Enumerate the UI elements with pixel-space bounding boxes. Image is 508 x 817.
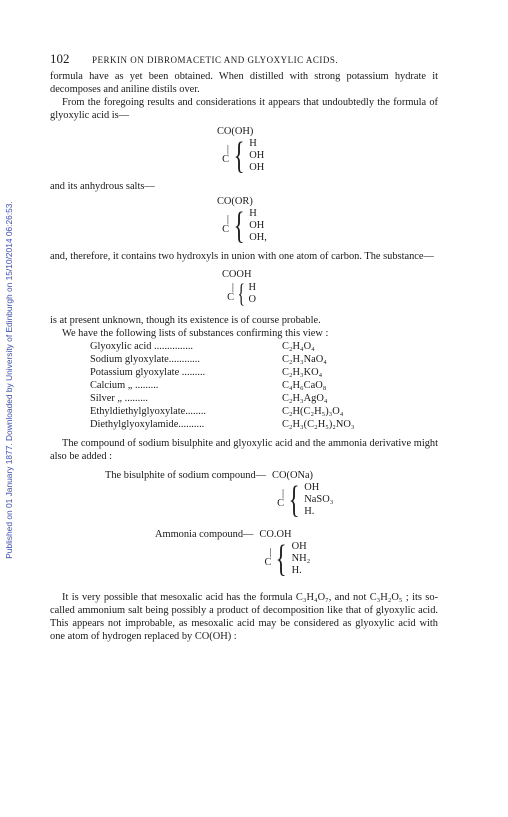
substituent: OH, [249,232,267,243]
page-number: 102 [50,51,70,66]
substituent: H [249,208,257,219]
bond-bar: | [226,143,229,155]
paragraph-5: is at present unknown, though its existence is of course probable. [50,315,321,326]
substituent: NH₂ [291,553,311,564]
formula-top: CO.OH [259,529,292,540]
formula-body [215,205,438,247]
formula-substituents [304,482,333,518]
substituent: H. [291,565,302,576]
bond-bar: | [269,546,272,558]
formula-carbon [257,546,272,569]
substance-formula: C₄H₆CaO₈ [282,380,327,391]
formula-bisulphite-compound [105,469,438,521]
formula-body [220,281,438,307]
paragraph-1: formula have as yet been obtained. When distilled with strong potassium hydrate it decomposes and aniline distils over. [50,71,438,95]
brace-icon: { [237,279,245,308]
formula-carbon [215,143,229,166]
bond-bar: | [231,281,234,293]
substance-name: Silver „ ......... [90,393,149,404]
formula-label: The bisulphite of sodium compound— [105,470,267,481]
carbon-symbol: C [222,223,229,235]
paragraph-3: and its anhydrous salts— [50,181,155,192]
substance-formula: C₂H₃AgO₄ [282,393,328,404]
list-item [90,366,438,379]
running-header [50,52,438,68]
formula-top: COOH [222,269,252,280]
brace-icon: { [233,205,245,247]
substance-formula: C₂H₃(C₂H₅)₂NO₃ [282,419,355,430]
formula-structure [257,528,311,580]
formula-substituents [248,282,256,306]
substituent: OH [249,220,265,231]
substance-formula: C₂H(C₂H₅)₃O₄ [282,406,344,417]
download-watermark [2,100,16,660]
formula-top: CO(OR) [217,196,253,207]
formula-top: CO(ONa) [272,470,314,481]
bond-bar: | [226,213,229,225]
formula-anhydrous-salts [215,195,438,247]
brace-icon: { [233,135,245,177]
substance-name: Sodium glyoxylate............ [90,354,200,365]
substance-formula: C₂H₃KO₄ [282,367,323,378]
formula-top: CO(OH) [217,126,254,137]
formula-substituents [292,541,311,577]
list-item [90,379,438,392]
formula-carbon [270,487,285,510]
formula-label: Ammonia compound— [155,529,254,540]
carbon-symbol: C [222,153,229,165]
formula-structure [270,469,334,521]
formula-carbon [215,213,229,236]
substance-name: Glyoxylic acid ............... [90,341,194,352]
paragraph-7: The compound of sodium bisulphite and glyoxylic acid and the ammonia derivative might also be added : [50,438,438,462]
bond-bar: | [281,487,285,499]
brace-icon: { [276,538,288,580]
paragraph-6: We have the following lists of substances confirming this view : [62,328,329,339]
download-watermark-text: Published on 01 January 1877. Downloaded by University of Edinburgh on 15/10/2014 06:26:53. [4,201,14,559]
list-item [90,353,438,366]
list-item [90,418,438,431]
carbon-symbol: C [277,497,285,509]
substance-name: Ethyldiethylglyoxylate........ [90,406,207,417]
substance-name: Calcium „ ......... [90,380,159,391]
paragraph-4: and, therefore, it contains two hydroxyls in union with one atom of carbon. The substance— [50,251,434,262]
substance-name: Diethylglyoxylamide.......... [90,419,205,430]
formula-body [270,479,334,521]
list-item [90,392,438,405]
substituent: H. [304,506,315,517]
substituent: OH [249,162,265,173]
substituent: H [248,282,256,293]
page-body [50,52,438,643]
formula-substituents [249,208,267,244]
list-item [90,405,438,418]
carbon-symbol: C [264,556,272,568]
paragraph-8: It is very possible that mesoxalic acid has the formula C₃H₄O₇, and not C₃H₂O₅ ; its so-called ammonium salt being possibly a product of decomposition like that of glyoxylic acid. This appears not improbable, as mesoxalic acid may be considered as glyoxylic acid with one atom of hydrogen replaced by CO(OH) : [50,592,438,642]
formula-body [257,538,311,580]
list-item [90,340,438,353]
formula-ammonia-compound [155,528,438,580]
formula-substance [220,268,438,307]
carbon-symbol: C [227,291,234,303]
substituent: OH [304,482,320,493]
substance-name: Potassium glyoxylate ......... [90,367,206,378]
substance-list [90,340,438,431]
substituent: NaSO₃ [304,494,334,505]
formula-body [215,135,438,177]
formula-carbon [220,281,234,304]
substituent: OH [249,150,265,161]
formula-substituents [249,138,264,174]
substituent: OH [291,541,307,552]
substituent: O [248,294,256,305]
running-title: PERKIN ON DIBROMACETIC AND GLYOXYLIC ACIDS. [92,55,339,65]
brace-icon: { [288,479,300,521]
substance-formula: C₂H₄O₄ [282,341,315,352]
formula-glyoxylic-acid [215,125,438,177]
substance-formula: C₂H₃NaO₄ [282,354,327,365]
paragraph-2: From the foregoing results and considerations it appears that undoubtedly the formula of glyoxylic acid is— [50,97,438,121]
substituent: H [249,138,257,149]
